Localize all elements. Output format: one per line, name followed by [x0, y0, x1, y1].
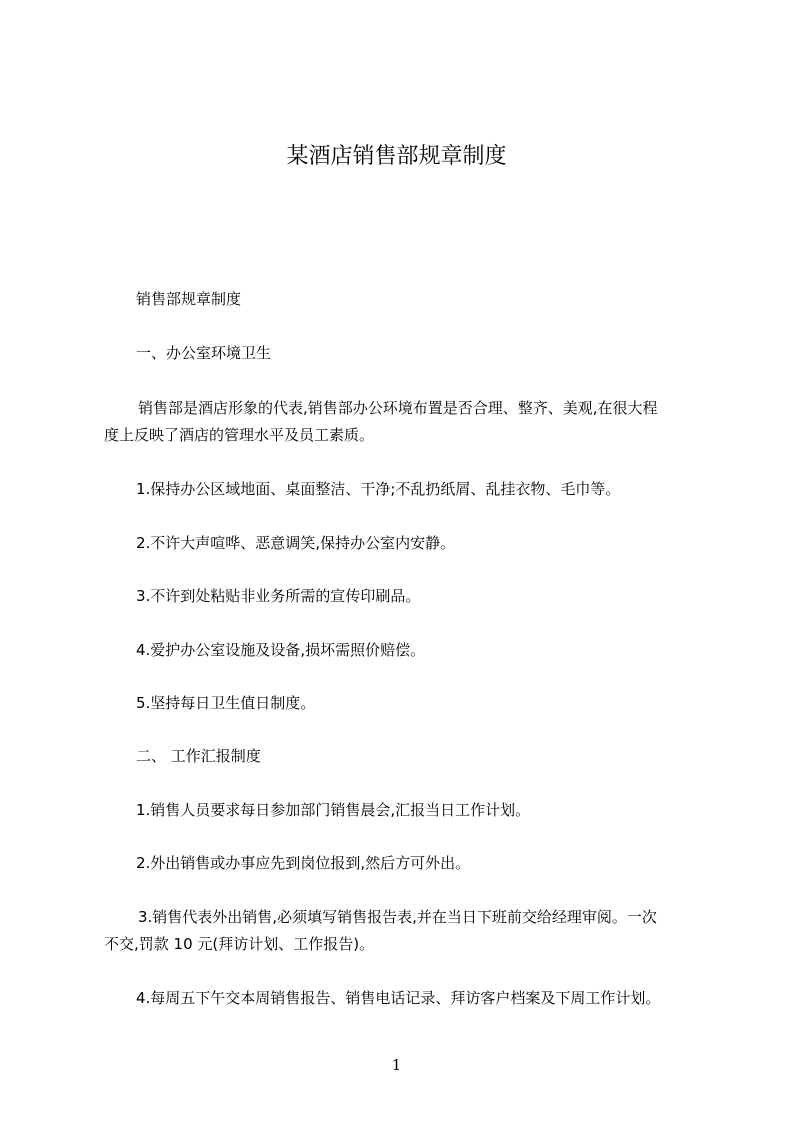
list-item-hygiene-2: 2.不许大声喧哗、恶意调笑,保持办公室内安静。 — [136, 534, 456, 552]
paragraph-intro-line-1: 销售部是酒店形象的代表,销售部办公环境布置是否合理、整齐、美观,在很大程 — [138, 399, 658, 417]
list-item-report-4: 4.每周五下午交本周销售报告、销售电话记录、拜访客户档案及下周工作计划。 — [136, 989, 661, 1007]
section-heading-office-hygiene: 一、办公室环境卫生 — [136, 344, 272, 362]
section-heading-sales-rules: 销售部规章制度 — [136, 290, 242, 308]
page-number: 1 — [391, 1056, 402, 1074]
list-item-report-1: 1.销售人员要求每日参加部门销售晨会,汇报当日工作计划。 — [136, 801, 531, 819]
list-item-report-3-line-1: 3.销售代表外出销售,必须填写销售报告表,并在当日下班前交给经理审阅。一次 — [138, 908, 657, 926]
list-item-hygiene-4: 4.爱护办公室设施及设备,损坏需照价赔偿。 — [136, 641, 426, 659]
document-title: 某酒店销售部规章制度 — [286, 144, 507, 169]
paragraph-intro-line-2: 度上反映了酒店的管理水平及员工素质。 — [104, 426, 375, 444]
list-item-hygiene-5: 5.坚持每日卫生值日制度。 — [136, 694, 316, 712]
section-heading-work-report: 二、 工作汇报制度 — [136, 747, 261, 765]
list-item-report-3-line-2: 不交,罚款 10 元(拜访计划、工作报告)。 — [104, 935, 375, 953]
list-item-hygiene-1: 1.保持办公区域地面、桌面整洁、干净;不乱扔纸屑、乱挂衣物、毛巾等。 — [136, 480, 621, 498]
list-item-hygiene-3: 3.不许到处粘贴非业务所需的宣传印刷品。 — [136, 587, 421, 605]
list-item-report-2: 2.外出销售或办事应先到岗位报到,然后方可外出。 — [136, 854, 471, 872]
